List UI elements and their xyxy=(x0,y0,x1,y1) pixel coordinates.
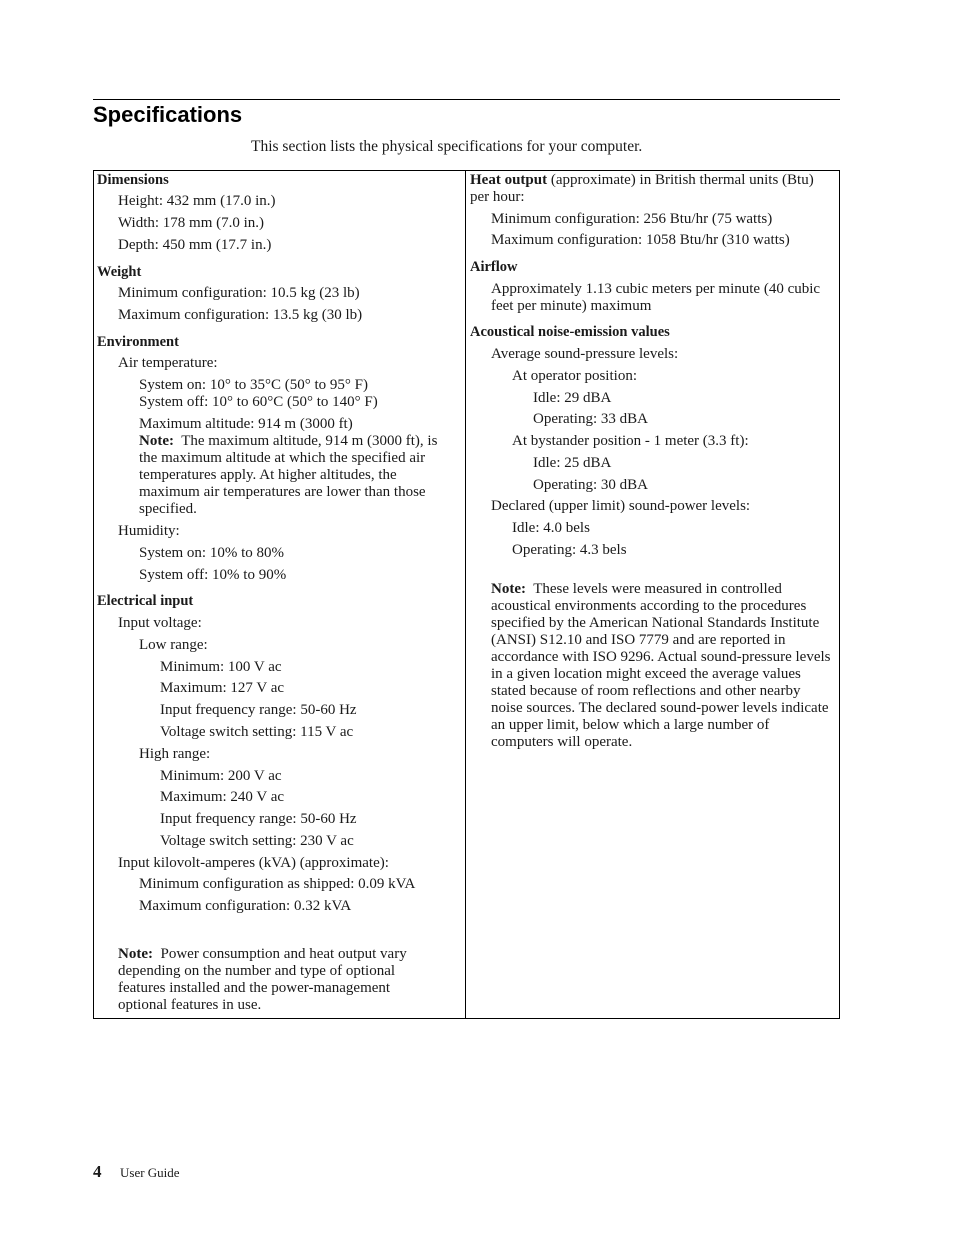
kva-max: Maximum configuration: 0.32 kVA xyxy=(139,898,352,914)
page-title: Specifications xyxy=(93,102,243,127)
acoustic-heading: Acoustical noise-emission values xyxy=(470,324,670,340)
dimensions-heading: Dimensions xyxy=(97,172,169,188)
environment-heading: Environment xyxy=(97,334,179,350)
airflow-text: Approximately 1.13 cubic meters per minute (40 cubic feet per minute) maximum xyxy=(491,281,821,314)
low-range-frequency: Input frequency range: 50-60 Hz xyxy=(160,702,357,718)
operator-idle: Idle: 29 dBA xyxy=(533,390,612,406)
airflow-heading: Airflow xyxy=(470,259,518,275)
heat-min: Minimum configuration: 256 Btu/hr (75 watts) xyxy=(491,211,773,227)
high-range-frequency: Input frequency range: 50-60 Hz xyxy=(160,811,357,827)
humidity-label: Humidity: xyxy=(118,523,180,539)
humidity-off: System off: 10% to 90% xyxy=(139,567,287,583)
declared-operating: Operating: 4.3 bels xyxy=(512,542,627,558)
heat-output-rest: (approximate) in British thermal units (Btu) per hour: xyxy=(470,172,814,205)
low-range-max: Maximum: 127 V ac xyxy=(160,680,285,696)
high-range-switch: Voltage switch setting: 230 V ac xyxy=(160,833,354,849)
avg-pressure-label: Average sound-pressure levels: xyxy=(491,346,679,362)
footer-label: User Guide xyxy=(120,1165,180,1180)
note-text: The maximum altitude, 914 m (3000 ft), is the maximum altitude at which the specified air temperatures apply. At higher altitudes, the maximum air temperatures are lower than those specified. xyxy=(139,433,438,517)
high-range-max: Maximum: 240 V ac xyxy=(160,789,285,805)
weight-min: Minimum configuration: 10.5 kg (23 lb) xyxy=(118,285,360,301)
heat-output-bold: Heat output xyxy=(470,172,548,188)
max-altitude: Maximum altitude: 914 m (3000 ft) xyxy=(139,416,353,432)
bystander-operating: Operating: 30 dBA xyxy=(533,477,648,493)
weight-heading: Weight xyxy=(97,264,142,280)
dimension-width: Width: 178 mm (7.0 in.) xyxy=(118,215,265,231)
declared-power-label: Declared (upper limit) sound-power levels: xyxy=(491,498,751,514)
low-range-label: Low range: xyxy=(139,637,208,653)
acoustic-note xyxy=(491,581,835,751)
weight-max: Maximum configuration: 13.5 kg (30 lb) xyxy=(118,307,363,323)
dimension-height: Height: 432 mm (17.0 in.) xyxy=(118,193,276,209)
power-note xyxy=(118,946,436,1014)
kva-label: Input kilovolt-amperes (kVA) (approximate): xyxy=(118,855,389,871)
note-label: Note: xyxy=(491,581,526,597)
heat-max: Maximum configuration: 1058 Btu/hr (310 watts) xyxy=(491,232,790,248)
heat-output-heading xyxy=(470,172,832,206)
temp-system-off: System off: 10° to 60°C (50° to 140° F) xyxy=(139,394,378,410)
specifications-table xyxy=(93,170,840,1019)
top-rule xyxy=(93,99,840,100)
declared-idle: Idle: 4.0 bels xyxy=(512,520,590,536)
note-text: These levels were measured in controlled acoustical environments according to the procedures specified by the American National Standards Institute (ANSI) S12.10 and ISO 7779 and are reported in accordance with ISO 9296. Actual sound-pressure levels in a given location might exceed the average values stated because of room reflections and other nearby noise sources. The declared sound-power levels indicate an upper limit, below which a large number of computers will operate. xyxy=(491,581,831,750)
temp-system-on: System on: 10° to 35°C (50° to 95° F) xyxy=(139,377,369,393)
low-range-switch: Voltage switch setting: 115 V ac xyxy=(160,724,354,740)
input-voltage-label: Input voltage: xyxy=(118,615,202,631)
electrical-heading: Electrical input xyxy=(97,593,194,609)
low-range-min: Minimum: 100 V ac xyxy=(160,659,282,675)
bystander-position-label: At bystander position - 1 meter (3.3 ft): xyxy=(512,433,749,449)
note-text: Power consumption and heat output vary depending on the number and type of optional features installed and the power-management optional features in use. xyxy=(118,946,407,1013)
dimension-depth: Depth: 450 mm (17.7 in.) xyxy=(118,237,272,253)
specs-right-column xyxy=(466,171,839,1018)
operator-position-label: At operator position: xyxy=(512,368,637,384)
page-number: 4 xyxy=(93,1162,102,1181)
operator-operating: Operating: 33 dBA xyxy=(533,411,648,427)
air-temperature-label: Air temperature: xyxy=(118,355,218,371)
altitude-note xyxy=(139,433,457,518)
bystander-idle: Idle: 25 dBA xyxy=(533,455,612,471)
high-range-min: Minimum: 200 V ac xyxy=(160,768,282,784)
high-range-label: High range: xyxy=(139,746,211,762)
kva-min: Minimum configuration as shipped: 0.09 kVA xyxy=(139,876,416,892)
note-label: Note: xyxy=(139,433,174,449)
intro-text: This section lists the physical specifications for your computer. xyxy=(251,138,643,155)
note-label: Note: xyxy=(118,946,153,962)
specs-left-column xyxy=(94,171,466,1018)
humidity-on: System on: 10% to 80% xyxy=(139,545,284,561)
